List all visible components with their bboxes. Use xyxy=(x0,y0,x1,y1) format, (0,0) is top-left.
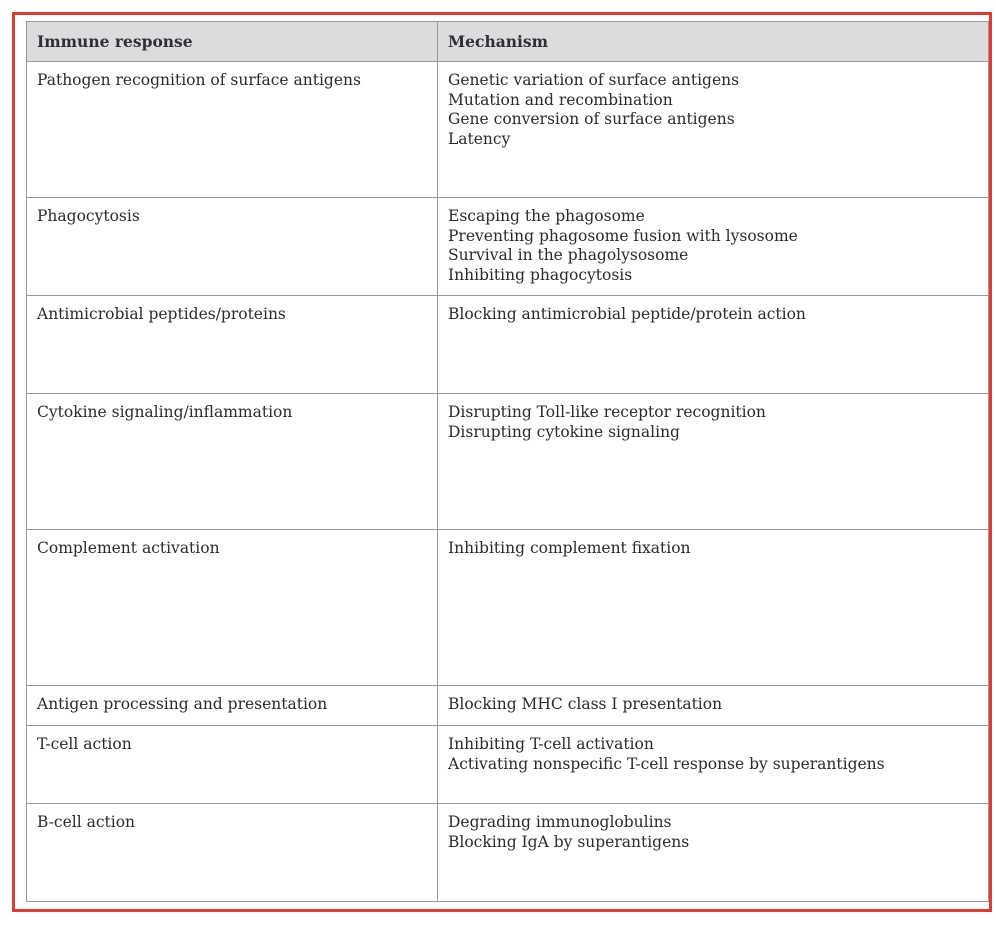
immune-response-cell: T-cell action xyxy=(27,726,438,804)
mechanism-item: Escaping the phagosome xyxy=(448,207,645,225)
mechanism-cell xyxy=(438,296,989,394)
table-row xyxy=(27,296,989,394)
mechanism-item: Blocking antimicrobial peptide/protein action xyxy=(448,305,806,323)
table-row xyxy=(27,686,989,726)
header-mechanism: Mechanism xyxy=(438,22,989,62)
mechanism-item: Blocking MHC class I presentation xyxy=(448,695,723,713)
mechanism-item: Degrading immunoglobulins xyxy=(448,813,672,831)
mechanism-item: Inhibiting T-cell activation xyxy=(448,735,654,753)
mechanism-cell xyxy=(438,726,989,804)
mechanism-item: Survival in the phagolysosome xyxy=(448,246,689,264)
immune-response-cell: B-cell action xyxy=(27,804,438,902)
mechanism-item: Inhibiting complement fixation xyxy=(448,539,691,557)
mechanism-item: Blocking IgA by superantigens xyxy=(448,832,690,851)
mechanism-cell xyxy=(438,198,989,296)
table-row xyxy=(27,530,989,686)
table-row xyxy=(27,726,989,804)
mechanism-item: Preventing phagosome fusion with lysosome xyxy=(448,226,798,245)
immune-response-cell: Phagocytosis xyxy=(27,198,438,296)
mechanism-item: Inhibiting phagocytosis xyxy=(448,265,633,284)
table-row xyxy=(27,62,989,198)
immune-response-cell: Cytokine signaling/inflammation xyxy=(27,394,438,530)
table-row xyxy=(27,198,989,296)
mechanism-cell xyxy=(438,394,989,530)
mechanism-item: Gene conversion of surface antigens xyxy=(448,110,735,128)
immune-response-cell: Pathogen recognition of surface antigens xyxy=(27,62,438,198)
immune-response-cell: Antimicrobial peptides/proteins xyxy=(27,296,438,394)
mechanism-item: Activating nonspecific T-cell response by superantigens xyxy=(448,754,885,773)
mechanism-item: Latency xyxy=(448,129,511,148)
mechanism-cell xyxy=(438,686,989,726)
mechanism-item: Disrupting Toll-like receptor recognition xyxy=(448,403,766,421)
mechanism-cell xyxy=(438,804,989,902)
mechanism-item: Genetic variation of surface antigens xyxy=(448,71,740,89)
table-row xyxy=(27,804,989,902)
immune-response-cell: Complement activation xyxy=(27,530,438,686)
mechanism-item: Mutation and recombination xyxy=(448,90,673,109)
mechanism-item: Disrupting cytokine signaling xyxy=(448,422,680,441)
table-row xyxy=(27,394,989,530)
immune-evasion-table xyxy=(26,21,989,902)
immune-response-cell: Antigen processing and presentation xyxy=(27,686,438,726)
header-immune-response: Immune response xyxy=(27,22,438,62)
mechanism-cell xyxy=(438,530,989,686)
table-header-row xyxy=(27,22,989,62)
mechanism-cell xyxy=(438,62,989,198)
